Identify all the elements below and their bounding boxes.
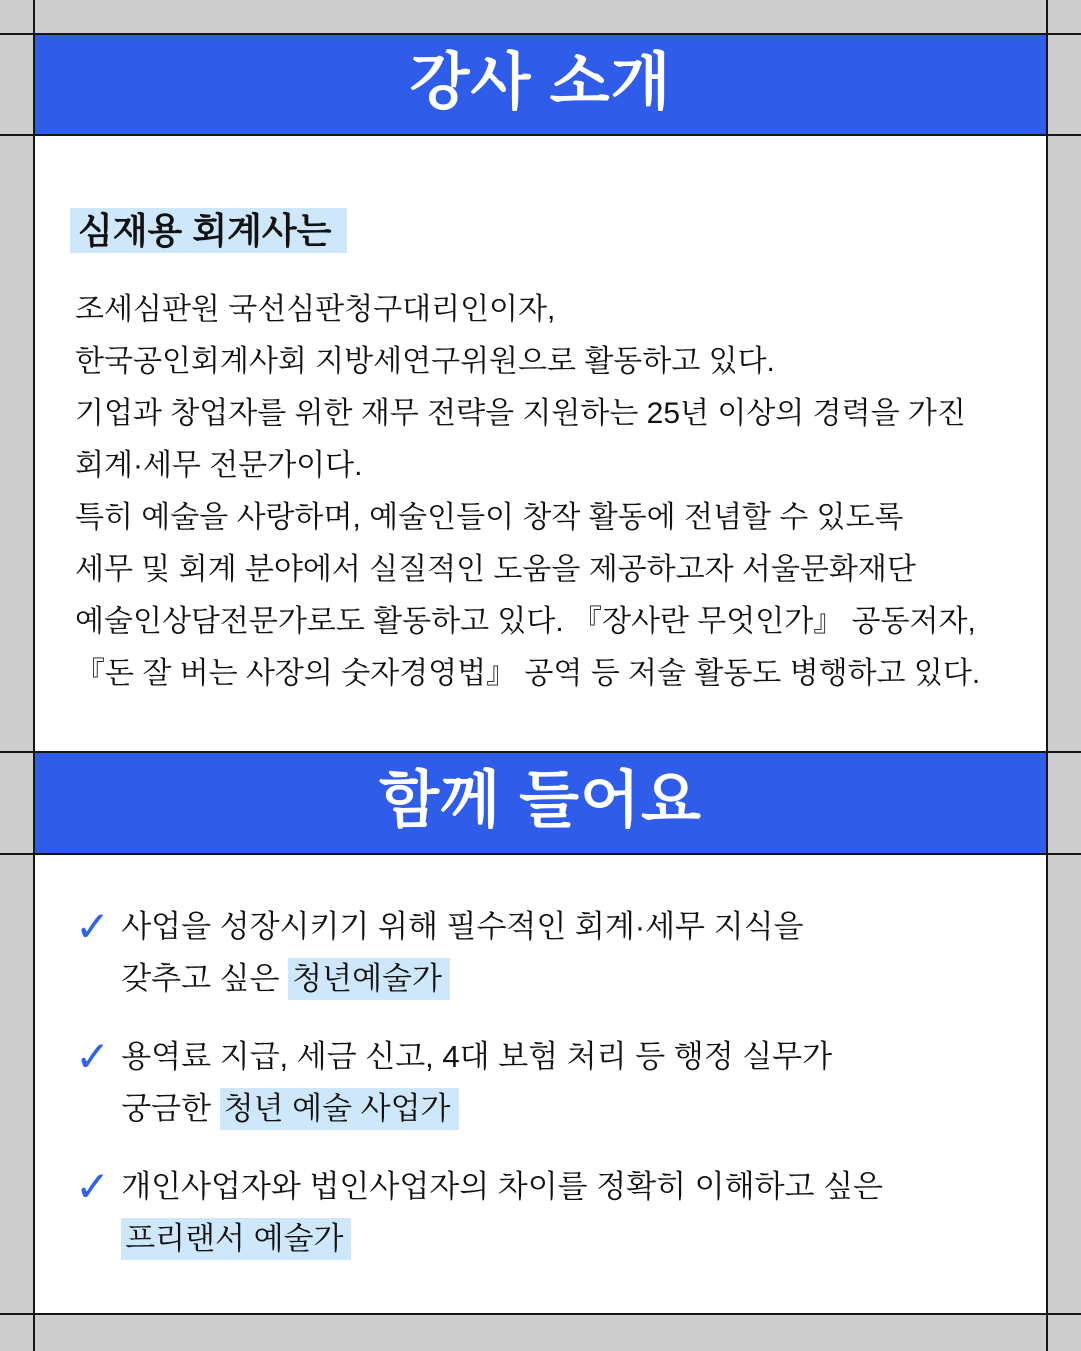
bio-line: 『돈 잘 버는 사장의 숫자경영법』 공역 등 저술 활동도 병행하고 있다. [75, 657, 981, 690]
grid-vline-left [33, 0, 35, 1351]
check-icon: ✓ [75, 903, 111, 950]
checklist-line: 사업을 성장시키기 위해 필수적인 회계·세무 지식을 [121, 909, 804, 944]
grid-hline-3 [0, 751, 1081, 753]
section-banner-audience [35, 753, 1046, 853]
bio-line: 기업과 창업자를 위한 재무 전략을 지원하는 25년 이상의 경력을 가진 [75, 397, 966, 430]
highlighted-audience: 프리랜서 예술가 [121, 1218, 351, 1260]
bio-line: 회계·세무 전문가이다. [75, 449, 363, 482]
checklist-line-plain: 궁금한 [121, 1091, 220, 1126]
grid-hline-4 [0, 853, 1081, 855]
checklist-line [121, 1213, 883, 1265]
instructor-bio-paragraph [75, 284, 1016, 700]
bio-line: 특히 예술을 사랑하며, 예술인들이 창작 활동에 전념할 수 있도록 [75, 501, 904, 534]
section-banner-instructor [35, 35, 1046, 134]
checklist-line-plain: 갖추고 싶은 [121, 961, 289, 996]
checklist-line [121, 953, 803, 1005]
checklist-line: 개인사업자와 법인사업자의 차이를 정확히 이해하고 싶은 [121, 1169, 883, 1204]
grid-hline-5 [0, 1313, 1081, 1315]
grid-hline-2 [0, 134, 1081, 136]
checklist-item-text [121, 901, 803, 1005]
instructor-name-heading: 심재용 회계사는 [70, 208, 347, 253]
grid-vline-right [1046, 0, 1048, 1351]
checklist-line: 용역료 지급, 세금 신고, 4대 보험 처리 등 행정 실무가 [121, 1039, 833, 1074]
instructor-intro-panel [35, 136, 1046, 751]
banner-title-instructor: 강사 소개 [409, 47, 672, 117]
check-icon: ✓ [75, 1163, 111, 1210]
bio-line: 세무 및 회계 분야에서 실질적인 도움을 제공하고자 서울문화재단 [75, 553, 916, 586]
checklist-item-text [121, 1161, 883, 1265]
bio-line: 한국공인회계사회 지방세연구위원으로 활동하고 있다. [75, 345, 775, 378]
check-icon: ✓ [75, 1033, 111, 1080]
checklist-line [121, 1083, 832, 1135]
banner-title-audience: 함께 들어요 [379, 766, 702, 835]
highlighted-audience: 청년예술가 [288, 958, 450, 1000]
bio-line: 예술인상담전문가로도 활동하고 있다. 『장사란 무엇인가』 공동저자, [75, 605, 976, 638]
grid-hline-1 [0, 33, 1081, 35]
checklist-item [75, 1031, 1016, 1135]
audience-checklist-panel [35, 855, 1046, 1313]
checklist-item-text [121, 1031, 832, 1135]
checklist-item [75, 1161, 1016, 1265]
bio-line: 조세심판원 국선심판청구대리인이자, [75, 293, 556, 326]
highlighted-audience: 청년 예술 사업가 [220, 1088, 459, 1130]
checklist-item [75, 901, 1016, 1005]
